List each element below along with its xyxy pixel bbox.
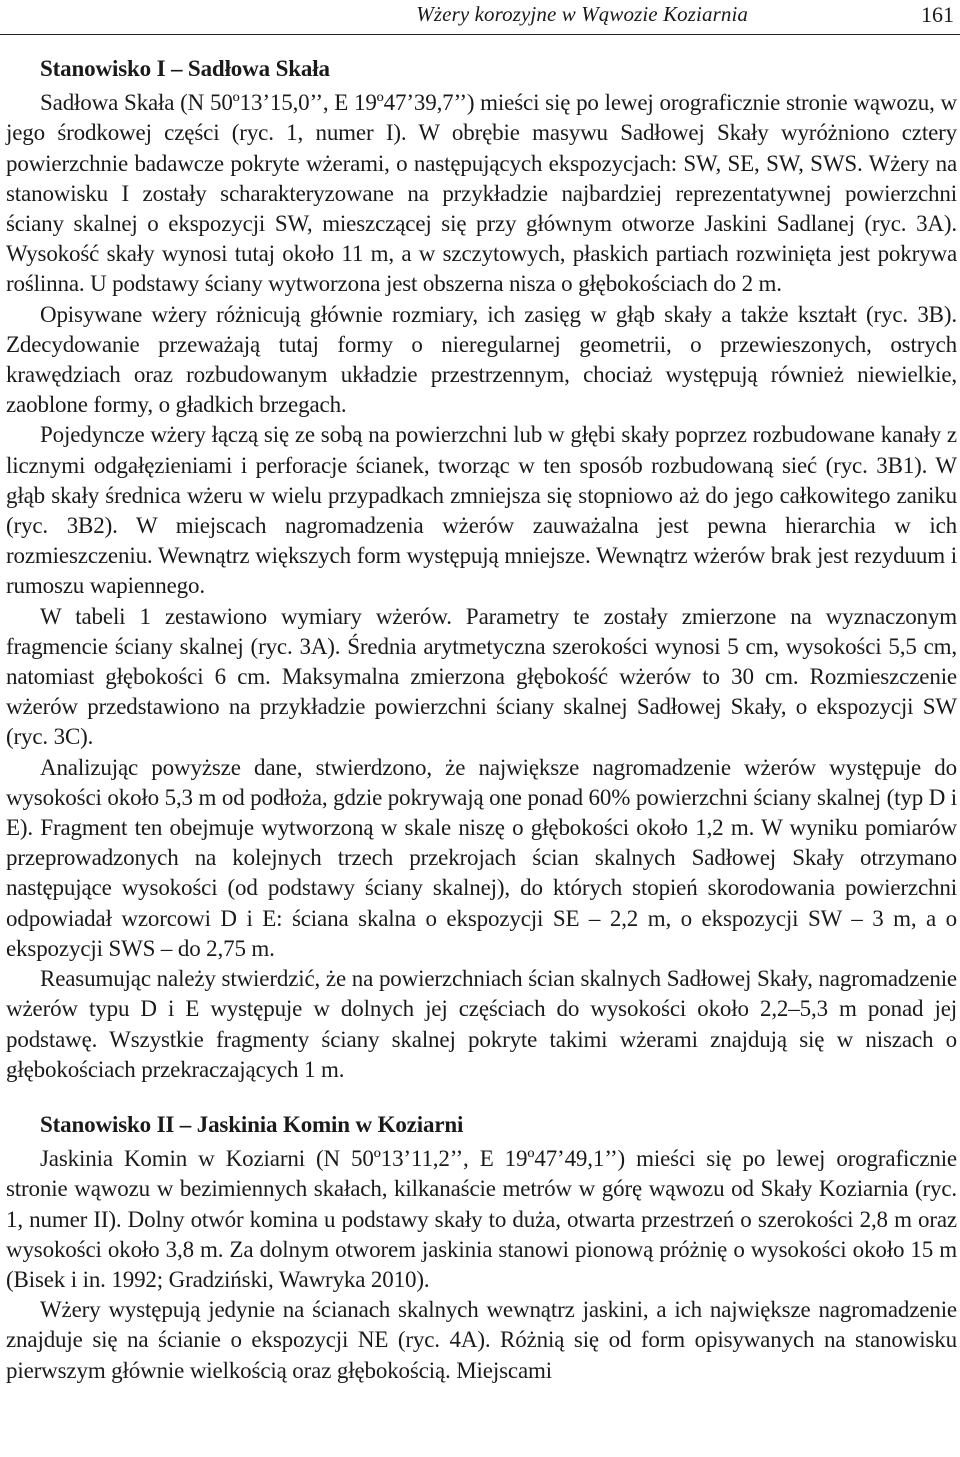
paragraph: Reasumując należy stwierdzić, że na powierzchniach ścian skalnych Sadłowej Skały, nagromadzenie wżerów typu D i E występuje w dolnych jej częściach do wysokości około 2,2–5,3 m ponad jej podstawę. Wszystkie fragmenty ściany skalnej pokryte takimi wżerami znajdują się w niszach o głębokościach przekraczających 1 m.: [6, 966, 957, 1082]
section-heading: Stanowisko II – Jaskinia Komin w Koziarni: [40, 1111, 464, 1137]
paragraph: Opisywane wżery różnicują głównie rozmiary, ich zasięg w głąb skały a także kształt (ryc. 3B). Zdecydowanie przeważają tutaj formy o nieregularnej geometrii, o przewieszonych, ostrych krawędziach oraz rozbudowanym układzie przestrzennym, chociaż występują również niewielkie, zaoblone formy, o gładkich brzegach.: [6, 301, 957, 418]
paragraph: Analizując powyższe dane, stwierdzono, że największe nagromadzenie wżerów występuje do wysokości około 5,3 m od podłoża, gdzie pokrywają one ponad 60% powierzchni ściany skalnej (typ D i E). Fragment ten obejmuje wytworzoną w skale niszę o głębokości około 1,2 m. W wyniku pomiarów przeprowadzonych na kolejnych trzech przekrojach ścian skalnych Sadłowej Skały otrzymano następujące wysokości (od podstawy ściany skalnej), do których stopień skorodowania powierzchni odpowiadał wzorcowi D i E: ściana skalna o ekspozycji SE – 2,2 m, o ekspozycji SW – 3 m, a o ekspozycji SWS – do 2,75 m.: [6, 754, 957, 961]
paragraph: Sadłowa Skała (N 50º13’15,0’’, E 19º47’39,7’’) mieści się po lewej orograficznie stronie wąwozu, w jego środkowej części (ryc. 1, numer I). W obrębie masywu Sadłowej Skały wyróżniono cztery powierzchnie badawcze pokryte wżerami, o następujących ekspozycjach: SW, SE, SW, SWS. Wżery na stanowisku I zostały scharakteryzowane na przykładzie najbardziej reprezentatywnej powierzchni ściany skalnej o ekspozycji SW, mieszczącej się przy głównym otworze Jaskini Sadlanej (ryc. 3A). Wysokość skały wynosi tutaj około 11 m, a w szczytowych, płaskich partiach rozwinięta jest pokrywa roślinna. U podstawy ściany wytworzona jest obszerna nisza o głębokościach do 2 m.: [6, 90, 957, 297]
paragraph: Wżery występują jedynie na ścianach skalnych wewnątrz jaskini, a ich największe nagromadzenie znajduje się na ścianie o ekspozycji NE (ryc. 4A). Różnią się od form opisywanych na stanowisku pierwszym głównie wielkością oraz głębokością. Miejscami: [6, 1297, 957, 1383]
running-head-title: Wżery korozyjne w Wąwozie Koziarnia: [416, 2, 748, 26]
section-stanowisko-2: [6, 1110, 957, 1386]
paragraph: Pojedyncze wżery łączą się ze sobą na powierzchni lub w głębi skały poprzez rozbudowane kanały z licznymi odgałęzieniami i perforacje ścianek, tworząc w ten sposób rozbudowaną sieć (ryc. 3B1). W głąb skały średnica wżeru w wielu przypadkach zmniejsza się stopniowo aż do jego całkowitego zaniku (ryc. 3B2). W miejscach nagromadzenia wżerów zauważalna jest pewna hierarchia w ich rozmieszczeniu. Wewnątrz większych form występują mniejsze. Wewnątrz wżerów brak jest rezyduum i rumoszu wapiennego.: [6, 422, 957, 599]
article-body: [6, 54, 957, 1386]
section-stanowisko-1: [6, 54, 957, 1085]
page-number: 161: [921, 2, 954, 27]
running-head: [0, 0, 960, 35]
paragraph: Jaskinia Komin w Koziarni (N 50º13’11,2’’, E 19º47’49,1’’) mieści się po lewej orograficznie stronie wąwozu w bezimiennych skałach, kilkanaście metrów w górę wąwozu od Skały Koziarnia (ryc. 1, numer II). Dolny otwór komina u podstawy skały to duża, otwarta przestrzeń o szerokości 2,8 m oraz wysokości około 3,8 m. Za dolnym otworem jaskinia stanowi pionową próżnię o wysokości około 15 m (Bisek i in. 1992; Gradziński, Wawryka 2010).: [6, 1146, 957, 1292]
paragraph: W tabeli 1 zestawiono wymiary wżerów. Parametry te zostały zmierzone na wyznaczonym fragmencie ściany skalnej (ryc. 3A). Średnia arytmetyczna szerokości wynosi 5 cm, wysokości 5,5 cm, natomiast głębokości 6 cm. Maksymalna zmierzona głębokość wżerów to 30 cm. Rozmieszczenie wżerów przedstawiono na przykładzie powierzchni ściany skalnej Sadłowej Skały, o ekspozycji SW (ryc. 3C).: [6, 603, 957, 750]
section-heading: Stanowisko I – Sadłowa Skała: [40, 56, 330, 81]
